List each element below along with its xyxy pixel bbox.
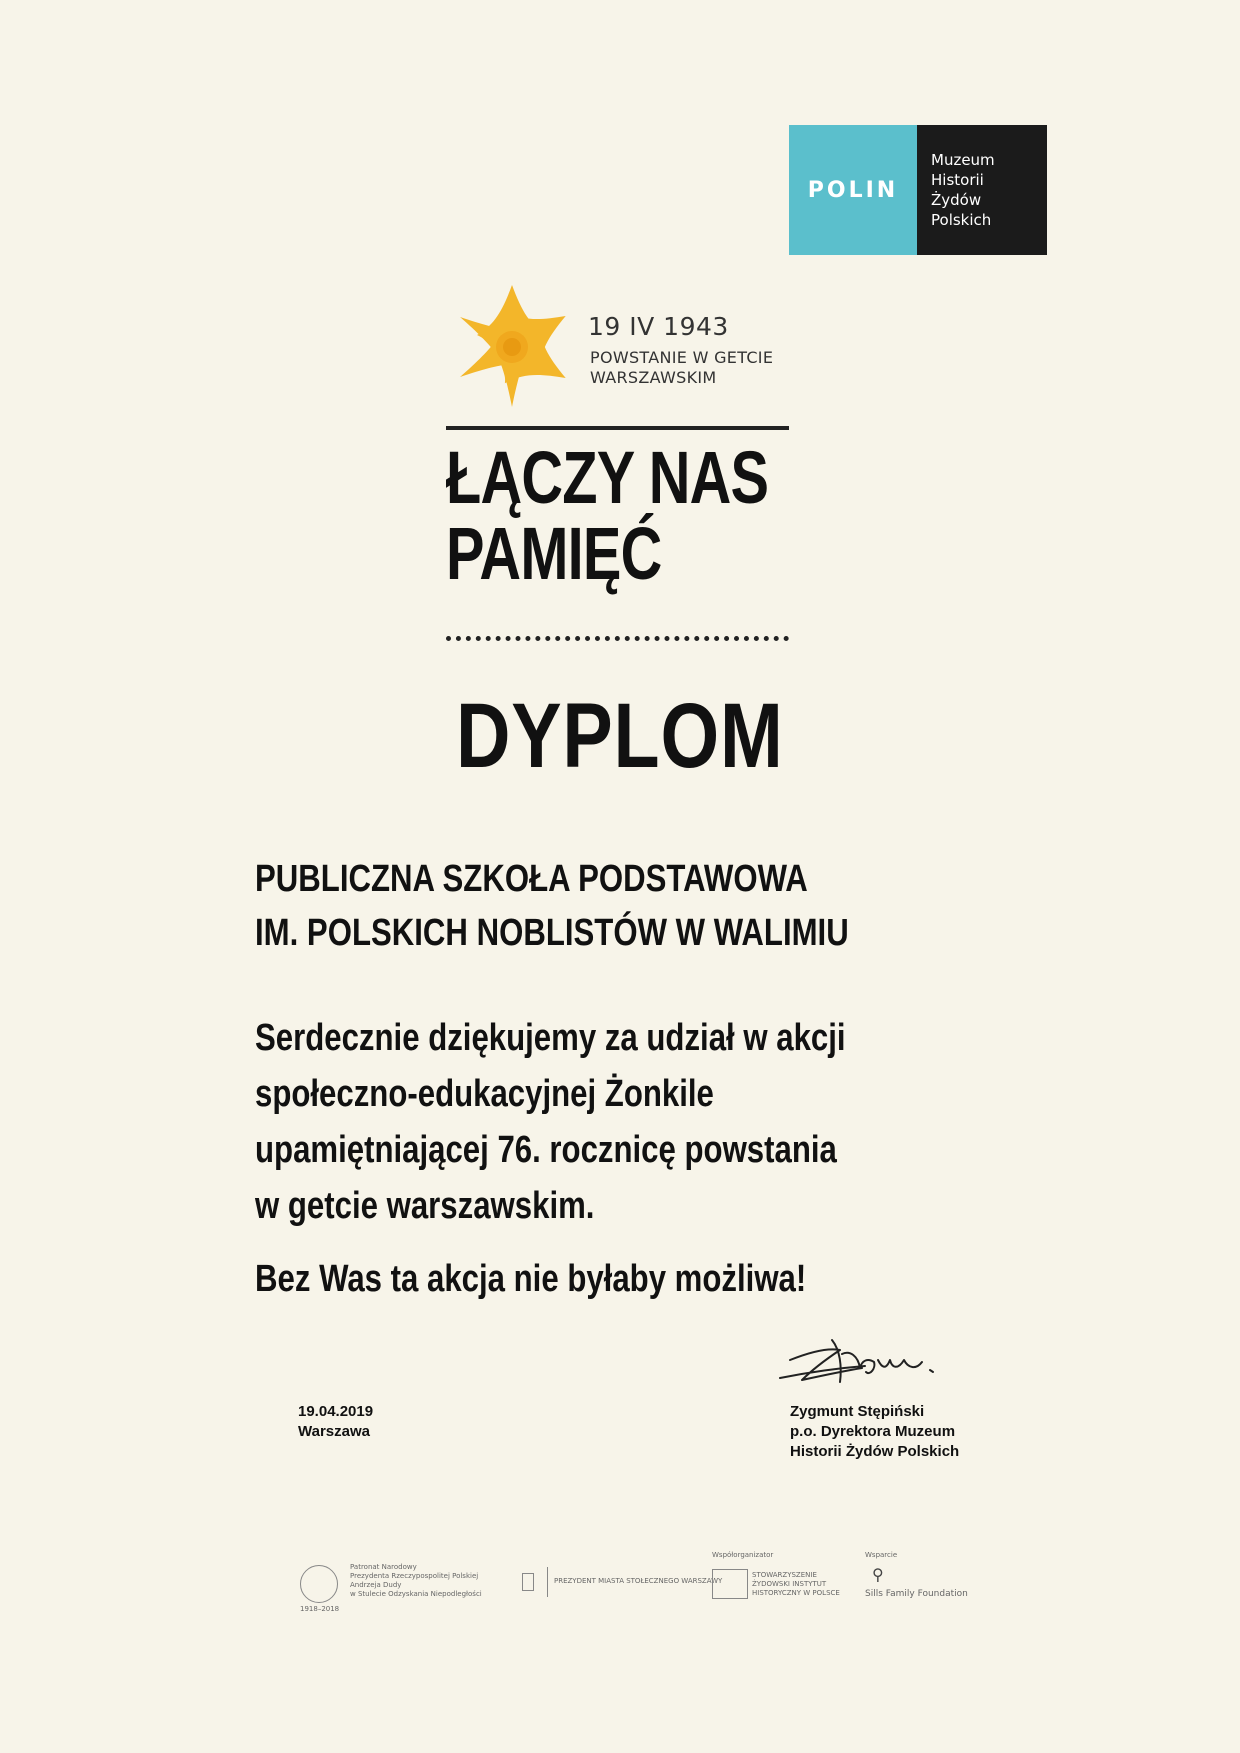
message-line: społeczno-edukacyjnej Żonkile [255, 1073, 714, 1115]
polin-logo-line: Historii [931, 171, 984, 189]
polin-logo-line: Żydów [931, 191, 982, 209]
signatory-role: Historii Żydów Polskich [790, 1443, 960, 1460]
sponsor-caption: Wsparcie [865, 1551, 898, 1559]
issue-date: 19.04.2019 [298, 1403, 374, 1420]
co-organizer-line: HISTORYCZNY W POLSCE [752, 1589, 840, 1597]
signatory-block [790, 1402, 959, 1462]
document-title [0, 685, 1240, 787]
message-line: Serdecznie dziękujemy za udział w akcji [255, 1017, 846, 1059]
signatory-name: Zygmunt Stępiński [790, 1403, 925, 1420]
patron-line: Patronat Narodowy [350, 1563, 417, 1571]
co-organizer-text [752, 1571, 840, 1598]
bird-icon: ⚲ [872, 1565, 884, 1584]
recipient-line: PUBLICZNA SZKOŁA PODSTAWOWA [255, 858, 808, 900]
city-partner: PREZYDENT MIASTA STOŁECZNEGO WARSZAWY [554, 1577, 723, 1585]
polin-museum-logo [789, 125, 1047, 255]
patron-line: Andrzeja Dudy [350, 1581, 402, 1589]
patron-line: w Stulecie Odzyskania Niepodległości [350, 1590, 482, 1598]
recipient-line: IM. POLSKICH NOBLISTÓW W WALIMIU [255, 912, 849, 954]
city-divider [547, 1567, 548, 1597]
polin-logo-text-panel [917, 125, 1047, 255]
polin-logo-line: Polskich [931, 211, 992, 229]
polin-logo-line: Muzeum [931, 151, 995, 169]
recipient-name [255, 852, 849, 960]
slogan [446, 436, 769, 595]
message-line: w getcie warszawskim. [255, 1185, 595, 1227]
message-line: upamiętniającej 76. rocznicę powstania [255, 1129, 837, 1171]
issue-date-place [298, 1402, 373, 1442]
document-title-text: DYPLOM [456, 685, 784, 787]
polin-logo-brand-panel [789, 125, 917, 255]
event-caption-line: WARSZAWSKIM [590, 368, 717, 387]
polin-logo-brand: POLIN [807, 177, 899, 203]
warsaw-coat-of-arms-icon [522, 1573, 534, 1591]
patron-years: 1918–2018 [300, 1605, 340, 1613]
divider-solid [446, 426, 789, 430]
co-organizer-line: ŻYDOWSKI INSTYTUT [752, 1580, 827, 1588]
signatory-role: p.o. Dyrektora Muzeum [790, 1423, 956, 1440]
jhi-building-icon [712, 1569, 748, 1599]
patron-line: Prezydenta Rzeczypospolitej Polskiej [350, 1572, 479, 1580]
polish-eagle-emblem-icon [300, 1565, 338, 1603]
co-organizer-caption: Współorganizator [712, 1551, 774, 1559]
closing-line: Bez Was ta akcja nie byłaby możliwa! [255, 1258, 807, 1300]
patron-text [350, 1563, 482, 1599]
issue-place: Warszawa [298, 1423, 370, 1440]
daffodil-icon [447, 282, 577, 412]
handwritten-signature [770, 1320, 960, 1400]
thank-you-message [255, 1010, 846, 1234]
slogan-line: PAMIĘĆ [446, 512, 662, 595]
event-caption-line: POWSTANIE W GETCIE [590, 348, 774, 367]
sponsor-name: Sills Family Foundation [865, 1589, 968, 1599]
partner-logos [300, 1551, 1000, 1615]
co-organizer-line: STOWARZYSZENIE [752, 1571, 817, 1579]
event-date: 19 IV 1943 [588, 312, 729, 341]
divider-dotted [446, 636, 789, 641]
slogan-line: ŁĄCZY NAS [446, 436, 769, 519]
